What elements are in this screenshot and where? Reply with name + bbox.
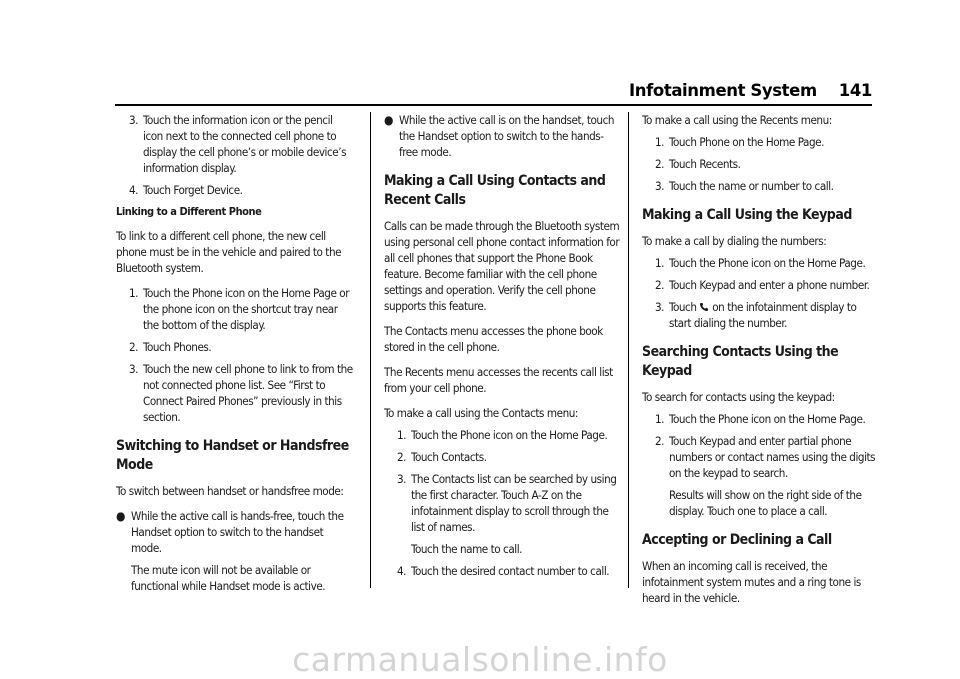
section-heading: Switching to Handset or Handsfree Mode	[116, 438, 349, 473]
list-item: 2. Touch Contacts.	[396, 450, 487, 464]
list-item: 3. The Contacts list can be searched by using the first character. Touch A-Z on the infotainment display to scroll through the list of names.	[396, 472, 617, 534]
list-item: 2. Touch Recents.	[654, 157, 741, 171]
section-heading: Accepting or Declining a Call	[642, 532, 832, 548]
list-item: 1. Touch the Phone icon on the Home Page.	[654, 412, 866, 426]
bullet-item: ● While the active call is on the handset, touch the Handset option to switch to the hands-free mode.	[384, 113, 615, 159]
subheading: Linking to a Different Phone	[116, 205, 262, 218]
list-item: 4. Touch the desired contact number to call.	[396, 564, 610, 578]
list-item: 3. Touch on the infotainment display to start dialing the number.	[654, 300, 857, 330]
page-header	[629, 81, 872, 100]
paragraph: Calls can be made through the Bluetooth system using personal cell phone contact information for all cell phones that support the Phone Book feature. Become familiar with the cell phone settings and operation. Verify the cell phone supports this feature.	[384, 219, 620, 313]
paragraph: To make a call using the Contacts menu:	[384, 406, 578, 420]
list-item: 1. Touch the Phone icon on the Home Page.	[654, 256, 866, 270]
list-item: 1. Touch the Phone icon on the Home Page or the phone icon on the shortcut tray near the bottom of the display.	[128, 286, 350, 332]
column-middle	[384, 112, 622, 585]
column-right	[642, 112, 880, 615]
section-title: Infotainment System	[629, 81, 817, 100]
paragraph: When an incoming call is received, the infotainment system mutes and a ring tone is heard in the vehicle.	[642, 559, 861, 605]
paragraph: The Contacts menu accesses the phone book stored in the cell phone.	[384, 324, 603, 354]
column-left	[116, 112, 354, 600]
page-number: 141	[838, 81, 872, 100]
list-item: 2. Touch Phones.	[128, 340, 212, 354]
paragraph: To link to a different cell phone, the new cell phone must be in the vehicle and paired to the Bluetooth system.	[116, 229, 342, 275]
list-item: 3. Touch the new cell phone to link to from the not connected phone list. See “First to Connect Paired Phones” previously in this section.	[128, 362, 353, 424]
column-divider	[628, 112, 629, 588]
paragraph: To search for contacts using the keypad:	[642, 390, 835, 404]
paragraph: The mute icon will not be available or functional while Handset mode is active.	[131, 563, 326, 593]
list-item: 1. Touch Phone on the Home Page.	[654, 135, 824, 149]
column-divider	[370, 112, 371, 588]
list-item: 3. Touch the information icon or the pencil icon next to the connected cell phone to display the cell phone’s or mobile device’s information display.	[128, 113, 347, 175]
paragraph: To make a call using the Recents menu:	[642, 113, 832, 127]
header-rule	[115, 104, 872, 106]
list-item: 2. Touch Keypad and enter partial phone numbers or contact names using the digits on the keypad to search.	[654, 434, 876, 480]
paragraph: Touch the name to call.	[411, 542, 523, 556]
list-item: 3. Touch the name or number to call.	[654, 179, 834, 193]
list-item: 2. Touch Keypad and enter a phone number.	[654, 278, 870, 292]
paragraph: Results will show on the right side of the display. Touch one to place a call.	[669, 488, 862, 518]
paragraph: The Recents menu accesses the recents call list from your cell phone.	[384, 365, 613, 395]
phone-handset-icon	[699, 302, 709, 312]
section-heading: Searching Contacts Using the Keypad	[642, 344, 839, 379]
watermark-text: carmanualsonline.info	[292, 640, 668, 679]
bullet-item: ● While the active call is hands-free, touch the Handset option to switch to the handset mode.	[116, 509, 344, 555]
section-heading: Making a Call Using the Keypad	[642, 207, 852, 223]
bullet-dot-icon: ●	[116, 509, 125, 523]
paragraph: To switch between handset or handsfree mode:	[116, 484, 344, 498]
section-heading: Making a Call Using Contacts and Recent Calls	[384, 173, 606, 208]
bullet-dot-icon: ●	[384, 113, 393, 127]
list-item: 4. Touch Forget Device.	[128, 183, 243, 197]
list-item: 1. Touch the Phone icon on the Home Page.	[396, 428, 608, 442]
paragraph: To make a call by dialing the numbers:	[642, 234, 827, 248]
